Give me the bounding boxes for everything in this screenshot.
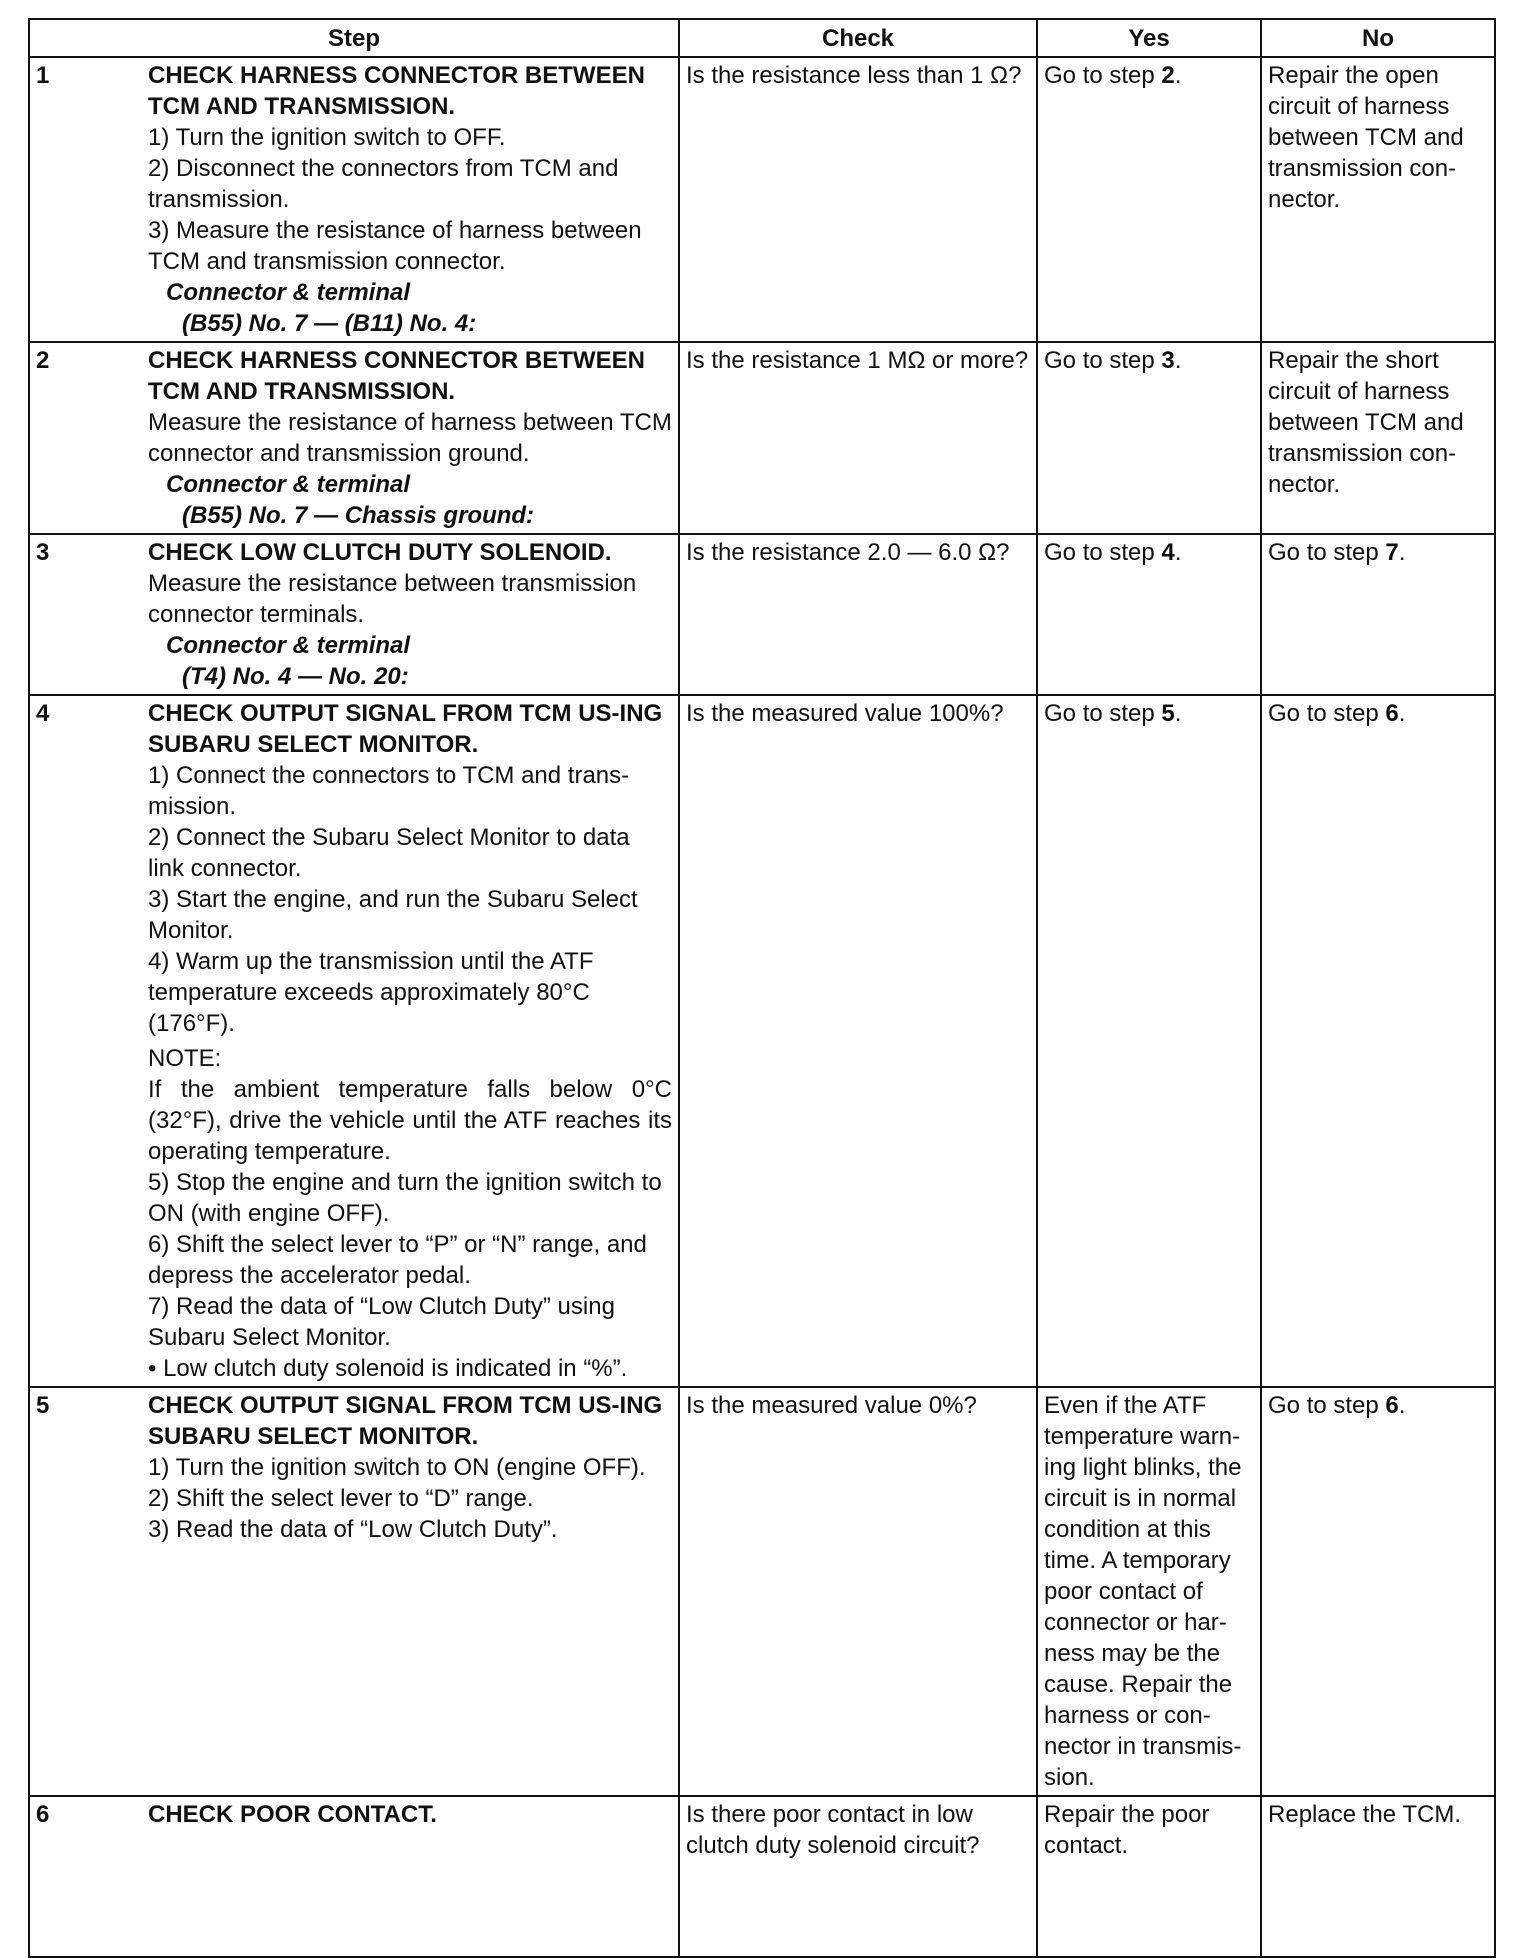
yes-cell: Go to step 5. bbox=[1037, 695, 1261, 1387]
yes-cell: Go to step 2. bbox=[1037, 57, 1261, 342]
step-line: 6) Shift the select lever to “P” or “N” range, and depress the accelerator pedal. bbox=[148, 1231, 647, 1289]
connector-value: (B55) No. 7 — Chassis ground: bbox=[182, 502, 535, 529]
table-row bbox=[29, 342, 1495, 534]
no-step-number: 6 bbox=[1385, 1392, 1399, 1419]
connector-value: (T4) No. 4 — No. 20: bbox=[182, 663, 409, 690]
check-cell: Is the resistance 2.0 — 6.0 Ω? bbox=[679, 534, 1037, 695]
check-cell: Is the resistance less than 1 Ω? bbox=[679, 57, 1037, 342]
step-line: 4) Warm up the transmission until the ATF temperature exceeds approximately 80°C (176°F). bbox=[148, 948, 594, 1037]
note-label: NOTE: bbox=[148, 1045, 222, 1072]
header-row bbox=[29, 19, 1495, 57]
no-cell: Repair the open circuit of harness between TCM and transmission con-nector. bbox=[1261, 57, 1495, 342]
step-cell bbox=[148, 1796, 679, 1957]
table-row bbox=[29, 695, 1495, 1387]
step-cell bbox=[148, 534, 679, 695]
step-line: 3) Read the data of “Low Clutch Duty”. bbox=[148, 1516, 558, 1543]
no-cell: Go to step 6. bbox=[1261, 1387, 1495, 1796]
yes-step-number: 2 bbox=[1161, 62, 1175, 89]
step-line: 2) Connect the Subaru Select Monitor to data link connector. bbox=[148, 824, 630, 882]
yes-step-number: 3 bbox=[1161, 347, 1175, 374]
yes-cell: Repair the poor contact. bbox=[1037, 1796, 1261, 1957]
connector-value: (B55) No. 7 — (B11) No. 4: bbox=[182, 310, 477, 337]
step-number: 2 bbox=[29, 342, 148, 534]
step-title: CHECK OUTPUT SIGNAL FROM TCM US-ING SUBARU SELECT MONITOR. bbox=[148, 1392, 663, 1450]
check-cell: Is there poor contact in low clutch duty solenoid circuit? bbox=[679, 1796, 1037, 1957]
no-cell: Go to step 7. bbox=[1261, 534, 1495, 695]
diagnostic-table bbox=[28, 18, 1496, 1958]
step-line: 1) Turn the ignition switch to ON (engine OFF). bbox=[148, 1454, 646, 1481]
step-title: CHECK OUTPUT SIGNAL FROM TCM US-ING SUBARU SELECT MONITOR. bbox=[148, 700, 663, 758]
step-line: 7) Read the data of “Low Clutch Duty” using Subaru Select Monitor. bbox=[148, 1293, 615, 1351]
note-text: If the ambient temperature falls below 0°C (32°F), drive the vehicle until the ATF reaches its operating temperature. bbox=[148, 1076, 673, 1165]
step-line: 3) Start the engine, and run the Subaru Select Monitor. bbox=[148, 886, 638, 944]
yes-step-number: 5 bbox=[1161, 700, 1175, 727]
connector-label: Connector & terminal bbox=[166, 632, 411, 659]
no-step-number: 6 bbox=[1385, 700, 1399, 727]
connector-label: Connector & terminal bbox=[166, 279, 411, 306]
step-line: 1) Connect the connectors to TCM and trans-mission. bbox=[148, 762, 630, 820]
step-line: 1) Turn the ignition switch to OFF. bbox=[148, 124, 506, 151]
step-line: • Low clutch duty solenoid is indicated in “%”. bbox=[148, 1355, 628, 1382]
header-check: Check bbox=[679, 19, 1037, 57]
step-cell bbox=[148, 342, 679, 534]
check-cell: Is the measured value 0%? bbox=[679, 1387, 1037, 1796]
step-title: CHECK POOR CONTACT. bbox=[148, 1801, 437, 1828]
step-line: Measure the resistance of harness between TCM connector and transmission ground. bbox=[148, 409, 672, 467]
check-cell: Is the measured value 100%? bbox=[679, 695, 1037, 1387]
step-line: 2) Disconnect the connectors from TCM and transmission. bbox=[148, 155, 619, 213]
yes-cell: Go to step 3. bbox=[1037, 342, 1261, 534]
check-cell: Is the resistance 1 MΩ or more? bbox=[679, 342, 1037, 534]
step-line: 2) Shift the select lever to “D” range. bbox=[148, 1485, 534, 1512]
table-row bbox=[29, 534, 1495, 695]
step-number: 6 bbox=[29, 1796, 148, 1957]
connector-label: Connector & terminal bbox=[166, 471, 411, 498]
step-title: CHECK HARNESS CONNECTOR BETWEEN TCM AND TRANSMISSION. bbox=[148, 62, 645, 120]
step-line: Measure the resistance between transmission connector terminals. bbox=[148, 570, 637, 628]
header-no: No bbox=[1261, 19, 1495, 57]
step-cell bbox=[148, 57, 679, 342]
header-yes: Yes bbox=[1037, 19, 1261, 57]
yes-cell: Even if the ATF temperature warn-ing light blinks, the circuit is in normal condition at this time. A temporary poor contact of connector or har-ness may be the cause. Repair the harness or con-nector in transmis-sion. bbox=[1037, 1387, 1261, 1796]
step-line: 3) Measure the resistance of harness between TCM and transmission connector. bbox=[148, 217, 642, 275]
step-title: CHECK LOW CLUTCH DUTY SOLENOID. bbox=[148, 539, 612, 566]
table-row bbox=[29, 57, 1495, 342]
step-number: 4 bbox=[29, 695, 148, 1387]
step-cell bbox=[148, 1387, 679, 1796]
step-line: 5) Stop the engine and turn the ignition switch to ON (with engine OFF). bbox=[148, 1169, 662, 1227]
no-cell: Replace the TCM. bbox=[1261, 1796, 1495, 1957]
header-step: Step bbox=[29, 19, 679, 57]
step-number: 1 bbox=[29, 57, 148, 342]
table-row bbox=[29, 1387, 1495, 1796]
no-cell: Repair the short circuit of harness between TCM and transmission con-nector. bbox=[1261, 342, 1495, 534]
step-title: CHECK HARNESS CONNECTOR BETWEEN TCM AND TRANSMISSION. bbox=[148, 347, 645, 405]
step-number: 5 bbox=[29, 1387, 148, 1796]
step-cell bbox=[148, 695, 679, 1387]
yes-cell: Go to step 4. bbox=[1037, 534, 1261, 695]
no-step-number: 7 bbox=[1385, 539, 1399, 566]
yes-step-number: 4 bbox=[1161, 539, 1175, 566]
no-cell: Go to step 6. bbox=[1261, 695, 1495, 1387]
table-row bbox=[29, 1796, 1495, 1957]
step-number: 3 bbox=[29, 534, 148, 695]
